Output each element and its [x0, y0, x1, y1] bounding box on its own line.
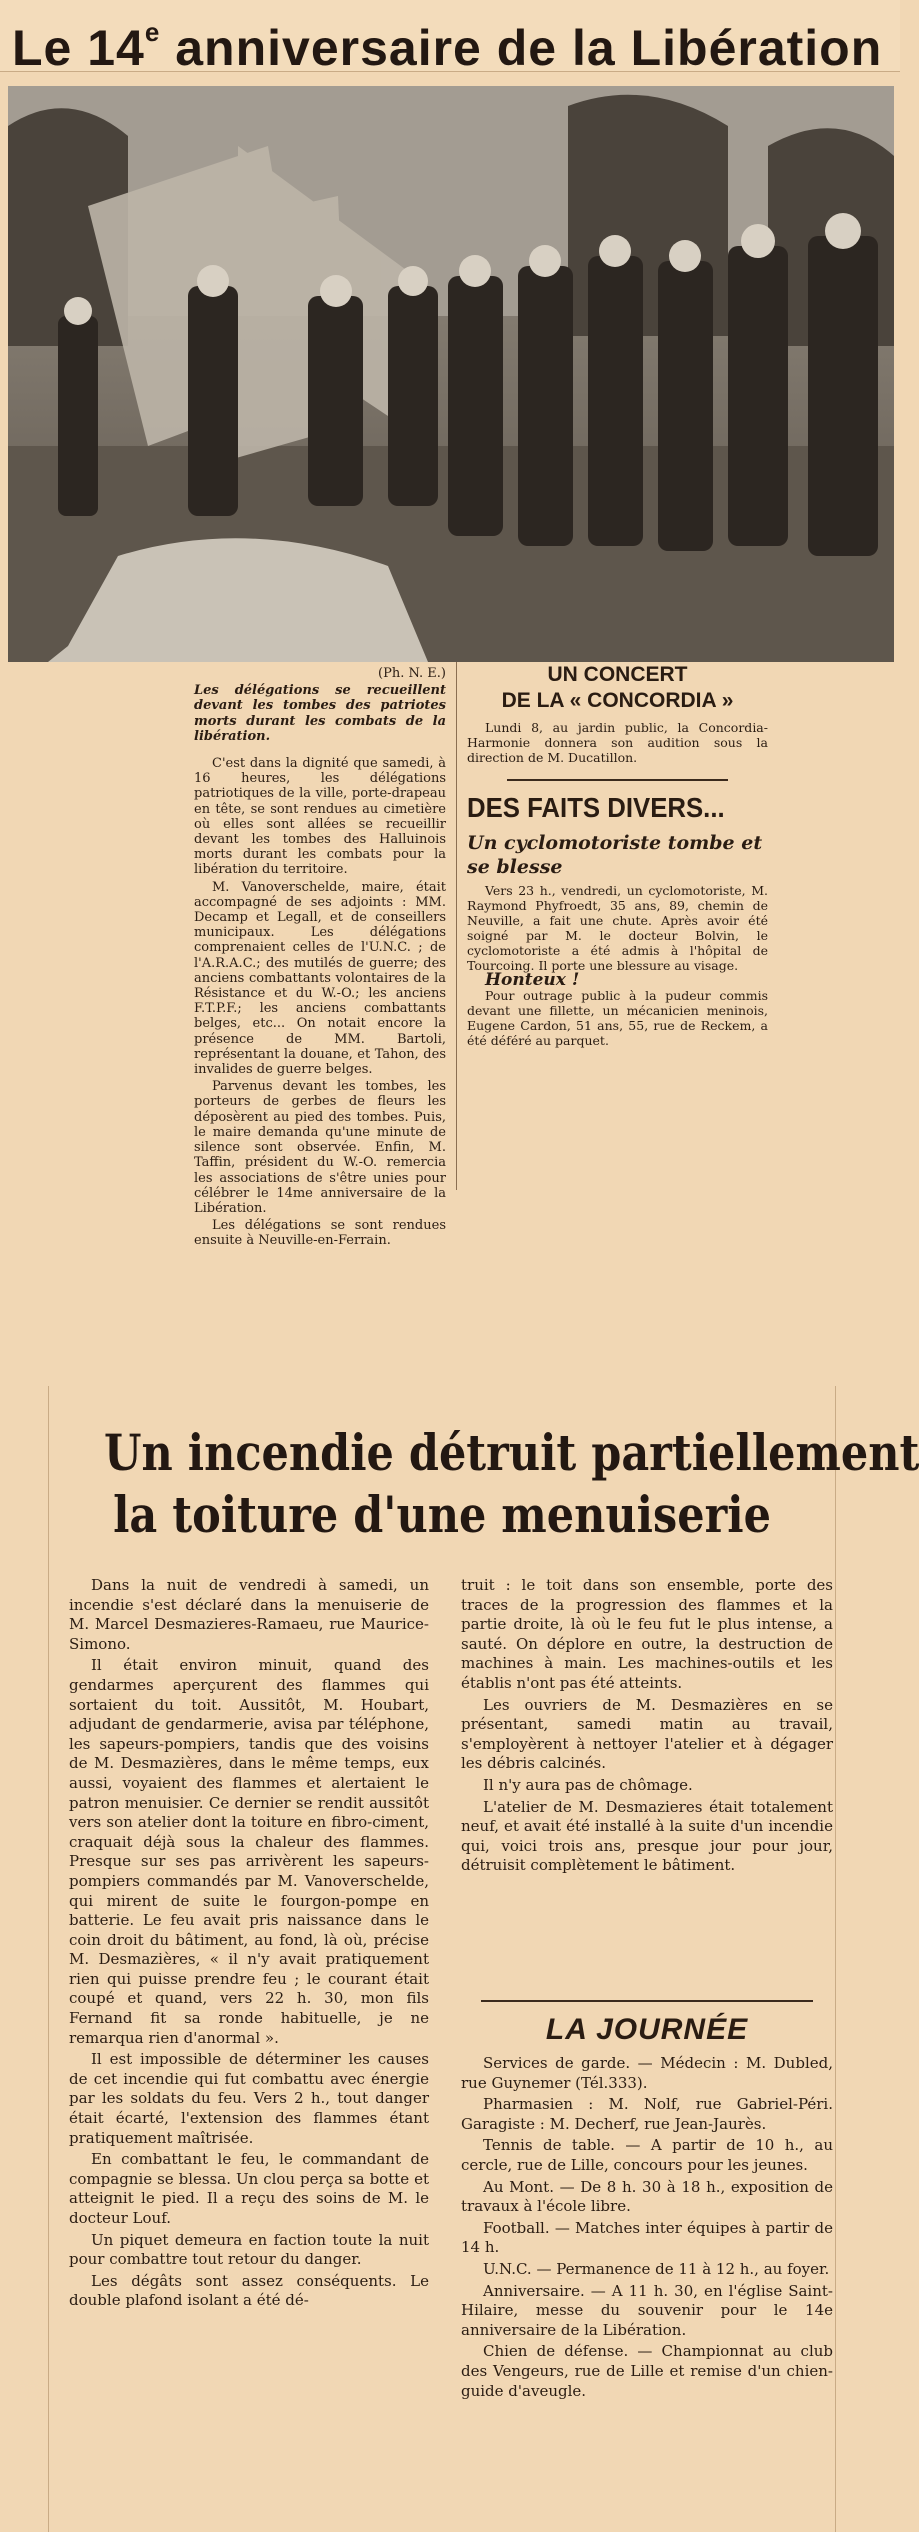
left-paragraph: Les délégations se sont rendues ensuite à Neuville-en-Ferrain. [194, 1218, 446, 1249]
incendie-paragraph: Il est impossible de déterminer les causes de cet incendie qui fut combattu avec énergie par les soldats du feu. Vers 2 h., tout danger était écarté, l'extension des flammes étant pratiquement maîtrisée. [69, 2050, 429, 2147]
page-title: Le 14e anniversaire de la Libération [12, 17, 883, 76]
photo-caption: Les délégations se recueillent devant les tombes des patriotes morts durant les combats de la libération. [194, 683, 446, 744]
incendie-title-line-2: la toiture d'une menuiserie [113, 1485, 771, 1544]
faits-subhead: Un cyclomotoriste tombe et se blesse [467, 832, 763, 878]
incendie-article [48, 1386, 919, 2532]
journee-item: U.N.C. — Permanence de 11 à 12 h., au foyer. [483, 2259, 830, 2278]
concert-body: Lundi 8, au jardin public, la Concordia-Harmonie donnera son audition sous la direction de M. Ducatillon. [467, 720, 768, 765]
journee-item: Services de garde. — Médecin : M. Dubled, rue Guynemer (Tél.333). [461, 2054, 833, 2092]
journee-heading: LA JOURNÉE [545, 2013, 749, 2046]
incendie-paragraph: Il était environ minuit, quand des gendarmes aperçurent des flammes qui sortaient du toit. Aussitôt, M. Houbart, adjudant de gendarmerie, avisa par téléphone, les sapeurs-pompiers, tandis que des voisins de M. Desmazières, dans le même temps, eux aussi, voyaient des flammes et alertaient le patron menuisier. Ce dernier se rendit aussitôt vers son atelier dont la toiture en fibro-ciment, craquait déjà sous la chaleur des flammes. Presque sur ses pas arrivèrent les sapeurs-pompiers commandés par M. Vanoverschelde, qui mirent de suite le fourgon-pompe en batterie. Le feu avait pris naissance dans le coin droit du bâtiment, au fond, là où, précise M. Desmazières, « il n'y avait pratiquement rien qui puisse prendre feu ; le courant était coupé et quand, vers 22 h. 30, mon fils Fernand fit sa ronde habituelle, je ne remarqua rien d'anormal ». [69, 1656, 429, 2047]
faits-divers-heading: DES FAITS DIVERS... [467, 792, 725, 823]
incendie-left-column [69, 1576, 429, 2516]
incendie-paragraph: Un piquet demeura en faction toute la nuit pour combattre tout retour du danger. [69, 2230, 429, 2269]
journee-section [461, 1994, 833, 2524]
divider [481, 2000, 813, 2002]
left-paragraph: M. Vanoverschelde, maire, était accompagné de ses adjoints : MM. Decamp et Legall, et de conseillers municipaux. Les délégations comprenaient celles de l'U.N.C. ; de l'A.R.A.C.; des mutilés de guerre; des anciens combattants volontaires de la Résistance et du W.-O.; les anciens F.T.P.F.; les anciens combattants belges, etc... On notait encore la présence de MM. Bartoli, représentant la douane, et Tahon, des invalides de guerre belges. [194, 879, 446, 1078]
photo-credit: (Ph. N. E.) [378, 666, 446, 681]
incendie-title-line-1: Un incendie détruit partiellement [104, 1423, 919, 1482]
incendie-paragraph: Les dégâts sont assez conséquents. Le double plafond isolant a été dé- [69, 2271, 429, 2310]
incendie-paragraph: truit : le toit dans son ensemble, porte des traces de la progression des flammes et la partie droite, là où le feu fut le plus intense, a sauté. On déplore en outre, la destruction de machines à main. Les machines-outils et les établis n'ont pas été atteints. [461, 1576, 833, 1692]
incendie-right-column [461, 1576, 833, 1996]
headline-band [0, 0, 900, 76]
journee-item: Football. — Matches inter équipes à partir de 14 h. [461, 2218, 833, 2257]
journee-item: Pharmasien : M. Nolf, rue Gabriel-Péri. Garagiste : M. Decherf, rue Jean-Jaurès. [461, 2095, 833, 2133]
incendie-title [104, 1422, 919, 1546]
journee-item: Anniversaire. — A 11 h. 30, en l'église Saint-Hilaire, messe du souvenir pour le 14e anniversaire de la Libération. [461, 2281, 833, 2339]
honteux-heading: Honteux ! [485, 970, 580, 990]
journee-item: Chien de défense. — Championnat au club des Vengeurs, rue de Lille et remise d'un chien-guide d'aveugle. [461, 2342, 833, 2400]
faits-body-1: Vers 23 h., vendredi, un cyclomotoriste, M. Raymond Phyfroedt, 35 ans, 89, chemin de Neuville, a fait une chute. Après avoir été soigné par M. le docteur Bolvin, le cyclomotoriste a été admis à l'hôpital de Tourcoing. Il porte une blessure au visage. [467, 883, 768, 973]
incendie-paragraph: L'atelier de M. Desmazieres était totalement neuf, et avait été installé à la suite d'un incendie qui, voici trois ans, presque jour pour jour, détruisit complètement le bâtiment. [461, 1797, 833, 1875]
news-photo [8, 86, 894, 662]
concert-heading-1: UN CONCERT [547, 663, 688, 686]
journee-item: Au Mont. — De 8 h. 30 à 18 h., exposition de travaux à l'école libre. [461, 2177, 833, 2216]
incendie-paragraph: En combattant le feu, le commandant de compagnie se blessa. Un clou perça sa botte et atteignit le pied. Il a reçu des soins de M. le docteur Louf. [69, 2150, 429, 2227]
left-paragraph: C'est dans la dignité que samedi, à 16 heures, les délégations patriotiques de la ville, porte-drapeau en tête, se sont rendues au cimetière où elles sont allées se recueillir devant les tombes des Halluinois morts durant les combats pour la libération du territoire. [194, 756, 446, 878]
journee-item: Tennis de table. — A partir de 10 h., au cercle, rue de Lille, concours pour les jeunes. [461, 2136, 833, 2174]
left-article [194, 666, 446, 1296]
incendie-paragraph: Il n'y aura pas de chômage. [483, 1775, 693, 1794]
photo-icon [8, 86, 894, 662]
incendie-paragraph: Les ouvriers de M. Desmazières en se présentant, samedi matin au travail, s'employèrent à nettoyer l'atelier et à dégager les débris calcinés. [461, 1695, 833, 1773]
left-paragraph: Parvenus devant les tombes, les porteurs de gerbes de fleurs les déposèrent au pied des tombes. Puis, le maire demanda qu'une minute de silence sont observée. Enfin, M. Taffin, président du W.-O. remercia les associations de s'être unies pour célébrer le 14me anniversaire de la Libération. [194, 1079, 446, 1216]
divider [507, 779, 728, 781]
incendie-paragraph: Dans la nuit de vendredi à samedi, un incendie s'est déclaré dans la menuiserie de M. Marcel Desmazieres-Ramaeu, rue Maurice-Simono. [69, 1576, 429, 1653]
concert-heading-2: DE LA « CONCORDIA » [501, 689, 734, 712]
faits-body-2: Pour outrage public à la pudeur commis devant une fillette, un mécanicien meninois, Eugene Cardon, 51 ans, 55, rue de Reckem, a été déféré au parquet. [467, 988, 768, 1048]
right-box [456, 662, 768, 1190]
